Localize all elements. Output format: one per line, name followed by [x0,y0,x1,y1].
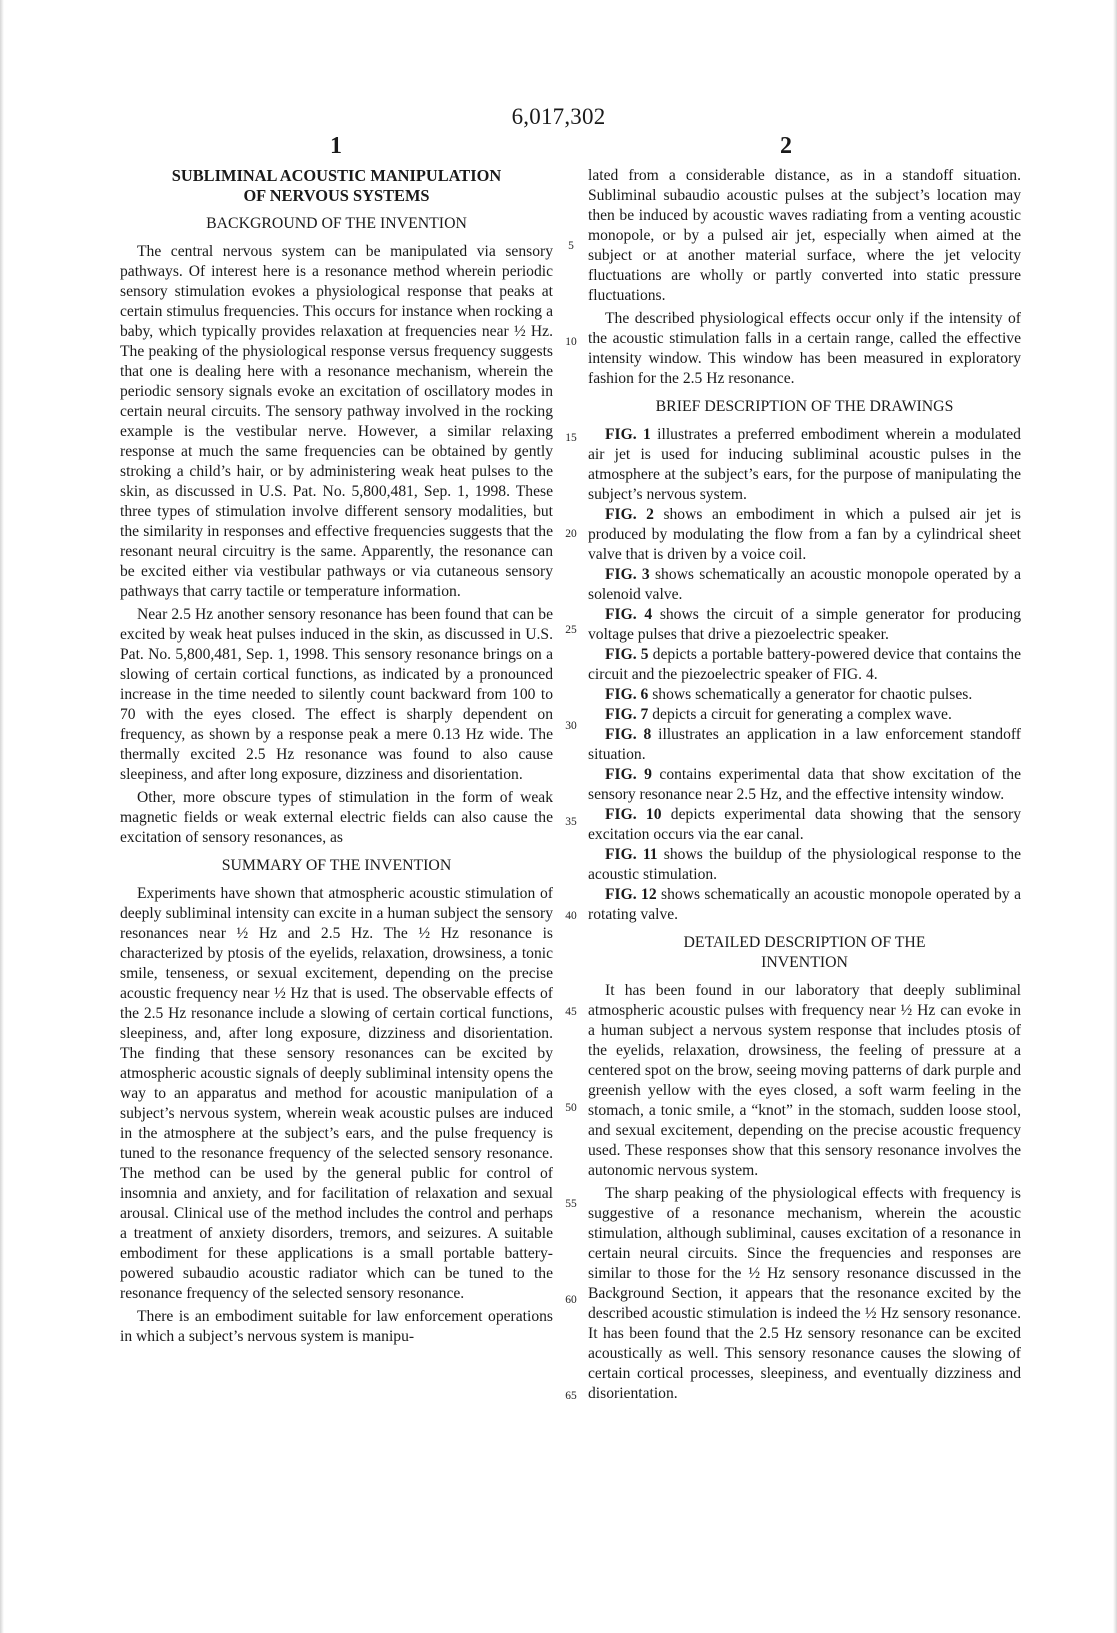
left-column-number: 1 [330,133,342,159]
right-paragraph-1: lated from a considerable distance, as in a standoff situation. Subliminal subaudio acoustic pulses at the subject’s location may then be induced by acoustic waves radiating from a venting acoustic monopole, or by a pulsed air jet, especially when aimed at the subject or at another material surface, where the jet velocity fluctuations are wholly or partly converted into static pressure fluctuations. [588,167,1021,304]
line-number: 35 [565,816,577,828]
summary-paragraph-2: There is an embodiment suitable for law enforcement operations in which a subject’s nervous system is manipu- [120,1308,553,1345]
title-line-1: SUBLIMINAL ACOUSTIC MANIPULATION [171,166,502,185]
line-number: 40 [565,910,577,922]
page-edge-right [1113,0,1117,1633]
figure-description [588,505,1021,565]
figure-text: contains experimental data that show excitation of the sensory resonance near 2.5 Hz, and the effective intensity window. [588,766,1021,803]
figure-description [588,605,1021,645]
line-number: 65 [565,1390,577,1402]
figure-description [588,845,1021,885]
line-number: 45 [565,1006,577,1018]
figure-description [588,645,1021,685]
figure-label: FIG. 7 [605,706,649,723]
figure-description [588,685,1021,705]
figure-label: FIG. 9 [605,766,652,783]
figure-text: depicts a portable battery-powered device that contains the circuit and the piezoelectric speaker of FIG. 4. [588,646,1021,683]
figure-description [588,705,1021,725]
detailed-heading-line-1: DETAILED DESCRIPTION OF THE [683,934,926,951]
detailed-paragraph-2: The sharp peaking of the physiological effects with frequency is suggestive of a resonance mechanism, wherein the acoustic stimulation, although subliminal, causes excitation of a resonance in certain neural circuits. Since the frequencies and responses are similar to those for the ½ Hz sensory resonance discussed in the Background Section, it appears that the resonance excited by the described acoustic stimulation is indeed the ½ Hz sensory resonance. It has been found that the 2.5 Hz sensory resonance can be excited acoustically as well. This sensory resonance causes the slowing of certain cortical processes, sleepiness, and eventually dizziness and disorientation. [588,1185,1021,1402]
figure-label: FIG. 12 [605,886,657,903]
line-number: 30 [565,720,577,732]
figure-text: shows schematically an acoustic monopole operated by a solenoid valve. [588,566,1021,603]
left-column [120,166,553,1347]
figure-text: shows schematically a generator for chaotic pulses. [648,686,973,703]
line-number: 20 [565,528,577,540]
figure-label: FIG. 6 [605,686,649,703]
figure-label: FIG. 11 [605,846,658,863]
figure-label: FIG. 8 [605,726,652,743]
figure-text: depicts a circuit for generating a complex wave. [648,706,952,723]
background-paragraph-1: The central nervous system can be manipulated via sensory pathways. Of interest here is a resonance method wherein periodic sensory stimulation evokes a physiological response that peaks at certain stimulus frequencies. This occurs for instance when rocking a baby, which typically provides relaxation at frequencies near ½ Hz. The peaking of the physiological response versus frequency suggests that one is dealing here with a resonance mechanism, wherein the periodic sensory signals evoke an excitation of oscillatory modes in certain neural circuits. The sensory pathway involved in the rocking example is the vestibular nerve. However, a similar relaxing response at much the same frequencies can be obtained by gently stroking a child’s hair, or by administering weak heat pulses to the skin, as discussed in U.S. Pat. No. 5,800,481, Sep. 1, 1998. These three types of stimulation involve different sensory modalities, but the similarity in responses and effective frequencies suggests that the resonant neural circuitry is the same. Apparently, the resonance can be excited either via vestibular pathways or via cutaneous sensory pathways that carry tactile or temperature information. [120,243,553,600]
figure-description [588,805,1021,845]
line-number: 60 [565,1294,577,1306]
right-column [588,166,1021,1404]
figure-label: FIG. 1 [605,426,651,443]
drawings-heading: BRIEF DESCRIPTION OF THE DRAWINGS [655,398,954,415]
line-number: 50 [565,1102,577,1114]
page-edge-left [0,0,4,1633]
summary-paragraph-1: Experiments have shown that atmospheric acoustic stimulation of deeply subliminal intensity can excite in a human subject the sensory resonances near ½ Hz and 2.5 Hz. The ½ Hz resonance is characterized by ptosis of the eyelids, relaxation, drowsiness, a tonic smile, tenseness, or sexual excitement, depending on the precise acoustic frequency near ½ Hz that is used. The observable effects of the 2.5 Hz resonance include a slowing of certain cortical functions, sleepiness, and, after long exposure, dizziness and disorientation. The finding that these sensory resonances can be excited by atmospheric acoustic signals of deeply subliminal intensity opens the way to an apparatus and method for acoustic manipulation of a subject’s nervous system, wherein weak acoustic pulses are induced in the atmosphere at the subject’s ears, and the pulse frequency is tuned to the resonance frequency of the selected sensory resonance. The method can be used by the general public for control of insomnia and anxiety, and for facilitation of relaxation and sexual arousal. Clinical use of the method includes the control and perhaps a treatment of anxiety disorders, tremors, and seizures. A suitable embodiment for these applications is a small portable battery-powered subaudio acoustic radiator which can be tuned to the resonance frequency of the selected sensory resonance. [120,885,553,1302]
figure-description [588,565,1021,605]
figure-text: shows schematically an acoustic monopole operated by a rotating valve. [588,886,1021,923]
figure-text: shows the buildup of the physiological response to the acoustic stimulation. [588,846,1021,883]
summary-heading: SUMMARY OF THE INVENTION [221,857,452,874]
title-line-2: OF NERVOUS SYSTEMS [243,186,430,205]
line-number: 5 [568,240,574,252]
figure-description [588,725,1021,765]
figure-label: FIG. 4 [605,606,653,623]
figure-description [588,425,1021,505]
figure-label: FIG. 5 [605,646,649,663]
figure-text: illustrates an application in a law enforcement standoff situation. [588,726,1022,763]
line-number: 25 [565,624,577,636]
figure-description [588,765,1021,805]
line-number: 10 [565,336,577,348]
patent-number: 6,017,302 [511,104,606,129]
line-number: 55 [565,1198,577,1210]
figure-label: FIG. 10 [605,806,662,823]
detailed-paragraph-1: It has been found in our laboratory that deeply subliminal atmospheric acoustic pulses with frequency near ½ Hz can evoke in a human subject a nervous system response that includes ptosis of the eyelids, relaxation, drowsiness, the feeling of pressure at a centered spot on the brow, seeing moving patterns of dark purple and greenish yellow with the eyes closed, a soft warm feeling in the stomach, a tonic smile, a “knot” in the stomach, sudden loose stool, and sexual excitement, depending on the precise acoustic frequency used. These responses show that this sensory resonance involves the autonomic nervous system. [588,982,1021,1179]
background-paragraph-2: Near 2.5 Hz another sensory resonance has been found that can be excited by weak heat pulses induced in the skin, as discussed in U.S. Pat. No. 5,800,481, Sep. 1, 1998. This sensory resonance brings on a slowing of certain cortical functions, as indicated by a pronounced increase in the time needed to silently count backward from 100 to 70 with the eyes closed. The effect is sharply dependent on frequency, as shown by a response peak a mere 0.13 Hz wide. The thermally excited 2.5 Hz resonance was found to also cause sleepiness, and after long exposure, dizziness and disorientation. [120,606,553,783]
right-paragraph-2: The described physiological effects occur only if the intensity of the acoustic stimulation falls in a certain range, called the effective intensity window. This window has been measured in exploratory fashion for the 2.5 Hz resonance. [588,310,1021,387]
background-heading: BACKGROUND OF THE INVENTION [206,215,467,232]
figure-list [588,425,1021,925]
line-number: 15 [565,432,577,444]
figure-label: FIG. 3 [605,566,650,583]
background-paragraph-3: Other, more obscure types of stimulation in the form of weak magnetic fields or weak external electric fields can also cause the excitation of sensory resonances, as [120,789,553,846]
figure-text: depicts experimental data showing that the sensory excitation occurs via the ear canal. [588,806,1021,843]
figure-text: shows the circuit of a simple generator for producing voltage pulses that drive a piezoelectric speaker. [588,606,1022,643]
detailed-heading-line-2: INVENTION [761,954,848,971]
right-column-number: 2 [780,133,792,159]
figure-description [588,885,1021,925]
figure-label: FIG. 2 [605,506,654,523]
figure-text: illustrates a preferred embodiment wherein a modulated air jet is used for inducing subliminal acoustic pulses in the atmosphere at the subject’s ears, for the purpose of manipulating the subject’s nervous system. [588,426,1021,503]
figure-text: shows an embodiment in which a pulsed air jet is produced by modulating the flow from a fan by a cylindrical sheet valve that is driven by a voice coil. [588,506,1021,563]
